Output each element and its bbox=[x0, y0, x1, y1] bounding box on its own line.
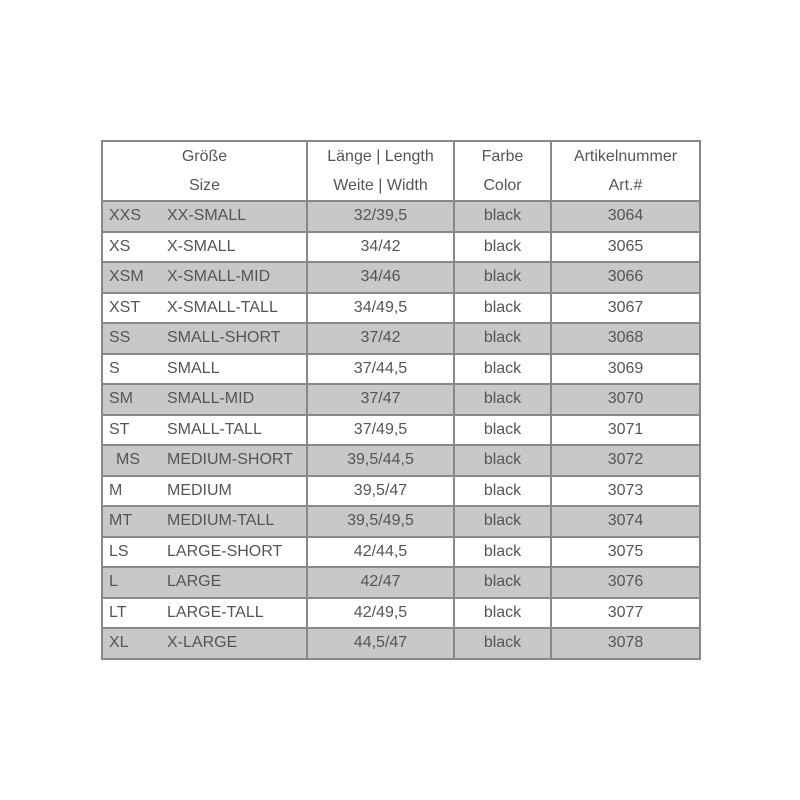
size-cell bbox=[102, 537, 307, 568]
table-row bbox=[102, 567, 700, 598]
length-width-cell: 39,5/49,5 bbox=[307, 506, 454, 537]
size-name: LARGE-TALL bbox=[167, 603, 264, 621]
table-row bbox=[102, 445, 700, 476]
size-name: X-SMALL-TALL bbox=[167, 298, 278, 316]
length-width-cell: 37/44,5 bbox=[307, 354, 454, 385]
size-code: LT bbox=[109, 603, 127, 621]
size-name: MEDIUM bbox=[167, 481, 232, 499]
size-name: MEDIUM-SHORT bbox=[167, 451, 293, 469]
length-width-cell: 37/42 bbox=[307, 323, 454, 354]
size-name: LARGE bbox=[167, 573, 222, 591]
table-row bbox=[102, 415, 700, 446]
header-length-width bbox=[307, 141, 454, 201]
size-code: XS bbox=[109, 237, 131, 255]
size-code: L bbox=[109, 573, 118, 591]
table-row bbox=[102, 537, 700, 568]
table-row bbox=[102, 598, 700, 629]
table-row bbox=[102, 262, 700, 293]
header-article bbox=[551, 141, 700, 201]
size-cell bbox=[102, 354, 307, 385]
size-code: ST bbox=[109, 420, 130, 438]
color-cell: black bbox=[454, 567, 551, 598]
size-code: XSM bbox=[109, 268, 144, 286]
size-name: XX-SMALL bbox=[167, 207, 247, 225]
article-number-cell: 3071 bbox=[551, 415, 700, 446]
table-row bbox=[102, 232, 700, 263]
article-number-cell: 3078 bbox=[551, 628, 700, 659]
size-code: SS bbox=[109, 329, 131, 347]
size-name: X-SMALL bbox=[167, 237, 236, 255]
size-name: SMALL-TALL bbox=[167, 420, 262, 438]
article-number-cell: 3066 bbox=[551, 262, 700, 293]
header-size bbox=[102, 141, 307, 201]
table-header-row bbox=[102, 141, 700, 201]
size-cell bbox=[102, 628, 307, 659]
article-number-cell: 3070 bbox=[551, 384, 700, 415]
article-number-cell: 3065 bbox=[551, 232, 700, 263]
length-width-cell: 37/49,5 bbox=[307, 415, 454, 446]
header-size-en: Size bbox=[188, 177, 221, 194]
article-number-cell: 3076 bbox=[551, 567, 700, 598]
article-number-cell: 3067 bbox=[551, 293, 700, 324]
length-width-cell: 32/39,5 bbox=[307, 201, 454, 232]
size-cell bbox=[102, 445, 307, 476]
size-cell bbox=[102, 293, 307, 324]
color-cell: black bbox=[454, 323, 551, 354]
size-name: MEDIUM-TALL bbox=[167, 512, 275, 530]
article-number-cell: 3074 bbox=[551, 506, 700, 537]
size-code: XL bbox=[109, 634, 129, 652]
size-code: XST bbox=[109, 298, 141, 316]
length-width-cell: 42/49,5 bbox=[307, 598, 454, 629]
table-row bbox=[102, 293, 700, 324]
size-name: SMALL bbox=[167, 359, 220, 377]
table-row bbox=[102, 201, 700, 232]
size-cell bbox=[102, 232, 307, 263]
header-size-de: Größe bbox=[181, 148, 228, 165]
article-number-cell: 3068 bbox=[551, 323, 700, 354]
size-code: MS bbox=[116, 451, 140, 469]
size-chart-table bbox=[101, 140, 701, 660]
article-number-cell: 3069 bbox=[551, 354, 700, 385]
size-code: M bbox=[109, 481, 123, 499]
color-cell: black bbox=[454, 232, 551, 263]
size-code: S bbox=[109, 359, 120, 377]
table-row bbox=[102, 323, 700, 354]
size-code: LS bbox=[109, 542, 129, 560]
color-cell: black bbox=[454, 445, 551, 476]
color-cell: black bbox=[454, 628, 551, 659]
color-cell: black bbox=[454, 262, 551, 293]
color-cell: black bbox=[454, 415, 551, 446]
article-number-cell: 3075 bbox=[551, 537, 700, 568]
table-row bbox=[102, 476, 700, 507]
size-name: X-LARGE bbox=[167, 634, 238, 652]
size-cell bbox=[102, 201, 307, 232]
article-number-cell: 3073 bbox=[551, 476, 700, 507]
size-cell bbox=[102, 384, 307, 415]
size-code: MT bbox=[109, 512, 133, 530]
color-cell: black bbox=[454, 506, 551, 537]
color-cell: black bbox=[454, 384, 551, 415]
length-width-cell: 42/44,5 bbox=[307, 537, 454, 568]
header-color-en: Color bbox=[483, 177, 522, 194]
header-article-de: Artikelnummer bbox=[573, 148, 678, 165]
size-name: LARGE-SHORT bbox=[167, 542, 283, 560]
size-name: X-SMALL-MID bbox=[167, 268, 271, 286]
length-width-cell: 39,5/44,5 bbox=[307, 445, 454, 476]
header-article-en: Art.# bbox=[608, 177, 643, 194]
size-cell bbox=[102, 506, 307, 537]
table-row bbox=[102, 506, 700, 537]
article-number-cell: 3064 bbox=[551, 201, 700, 232]
table-row bbox=[102, 384, 700, 415]
header-color-de: Farbe bbox=[481, 148, 524, 165]
size-cell bbox=[102, 567, 307, 598]
size-code: SM bbox=[109, 390, 133, 408]
size-cell bbox=[102, 262, 307, 293]
color-cell: black bbox=[454, 354, 551, 385]
header-color bbox=[454, 141, 551, 201]
header-length: Länge | Length bbox=[327, 148, 434, 165]
length-width-cell: 42/47 bbox=[307, 567, 454, 598]
table-row bbox=[102, 628, 700, 659]
size-cell bbox=[102, 323, 307, 354]
length-width-cell: 44,5/47 bbox=[307, 628, 454, 659]
color-cell: black bbox=[454, 537, 551, 568]
color-cell: black bbox=[454, 201, 551, 232]
table-row bbox=[102, 354, 700, 385]
article-number-cell: 3077 bbox=[551, 598, 700, 629]
size-name: SMALL-MID bbox=[167, 390, 255, 408]
size-cell bbox=[102, 598, 307, 629]
size-code: XXS bbox=[109, 207, 142, 225]
length-width-cell: 34/49,5 bbox=[307, 293, 454, 324]
color-cell: black bbox=[454, 476, 551, 507]
color-cell: black bbox=[454, 598, 551, 629]
length-width-cell: 34/42 bbox=[307, 232, 454, 263]
article-number-cell: 3072 bbox=[551, 445, 700, 476]
size-cell bbox=[102, 476, 307, 507]
header-width: Weite | Width bbox=[333, 177, 428, 194]
size-name: SMALL-SHORT bbox=[167, 329, 281, 347]
length-width-cell: 34/46 bbox=[307, 262, 454, 293]
length-width-cell: 37/47 bbox=[307, 384, 454, 415]
size-cell bbox=[102, 415, 307, 446]
color-cell: black bbox=[454, 293, 551, 324]
length-width-cell: 39,5/47 bbox=[307, 476, 454, 507]
